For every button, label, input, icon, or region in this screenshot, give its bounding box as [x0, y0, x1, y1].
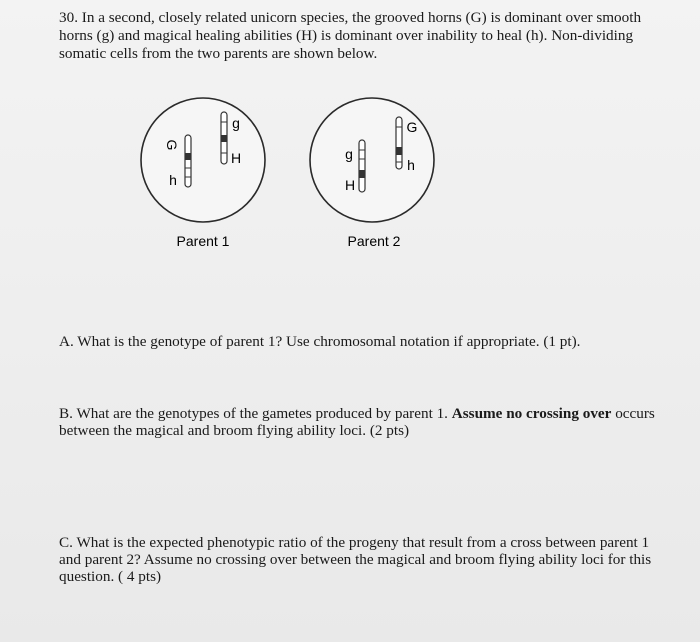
question-part-c: C. What is the expected phenotypic ratio of the progeny that result from a cross between parent 1 and parent 2? Assume no crossing over between the magical and broom flying ability loci for this question. ( 4 pts) — [59, 534, 652, 585]
part-b-text: B. What are the genotypes of the gametes produced by parent 1. — [59, 405, 452, 422]
parent-1-allele-g: g — [232, 115, 240, 131]
parent-1-cell — [141, 98, 265, 222]
part-b-text-continued: occurs between the magical and broom flying ability loci. (2 pts) — [59, 405, 655, 439]
question-intro: 30. In a second, closely related unicorn species, the grooved horns (G) is dominant over smooth horns (g) and magical healing abilities (H) is dominant over inability to heal (h). Non-dividing somatic cells from the two parents are shown below. — [59, 9, 642, 62]
parent-1-allele-h: h — [169, 172, 177, 188]
question-part-b — [59, 405, 674, 439]
parent-1-allele-H: H — [230, 150, 242, 166]
question-part-a: A. What is the genotype of parent 1? Use chromosomal notation if appropriate. (1 pt). — [59, 333, 581, 350]
parent-2-allele-H: H — [344, 177, 356, 193]
parent-1-label: Parent 1 — [176, 233, 230, 249]
parent-1-allele-G: G — [164, 139, 180, 151]
parent-2-label: Parent 2 — [347, 233, 401, 249]
parent-2-allele-h: h — [407, 157, 415, 173]
part-b-emphasis: Assume no crossing over — [451, 405, 612, 422]
parent-2-allele-G: G — [406, 119, 418, 135]
parent-2-cell — [310, 98, 434, 222]
parent-2-allele-g: g — [345, 146, 353, 162]
parent-cells-diagram — [120, 95, 460, 255]
